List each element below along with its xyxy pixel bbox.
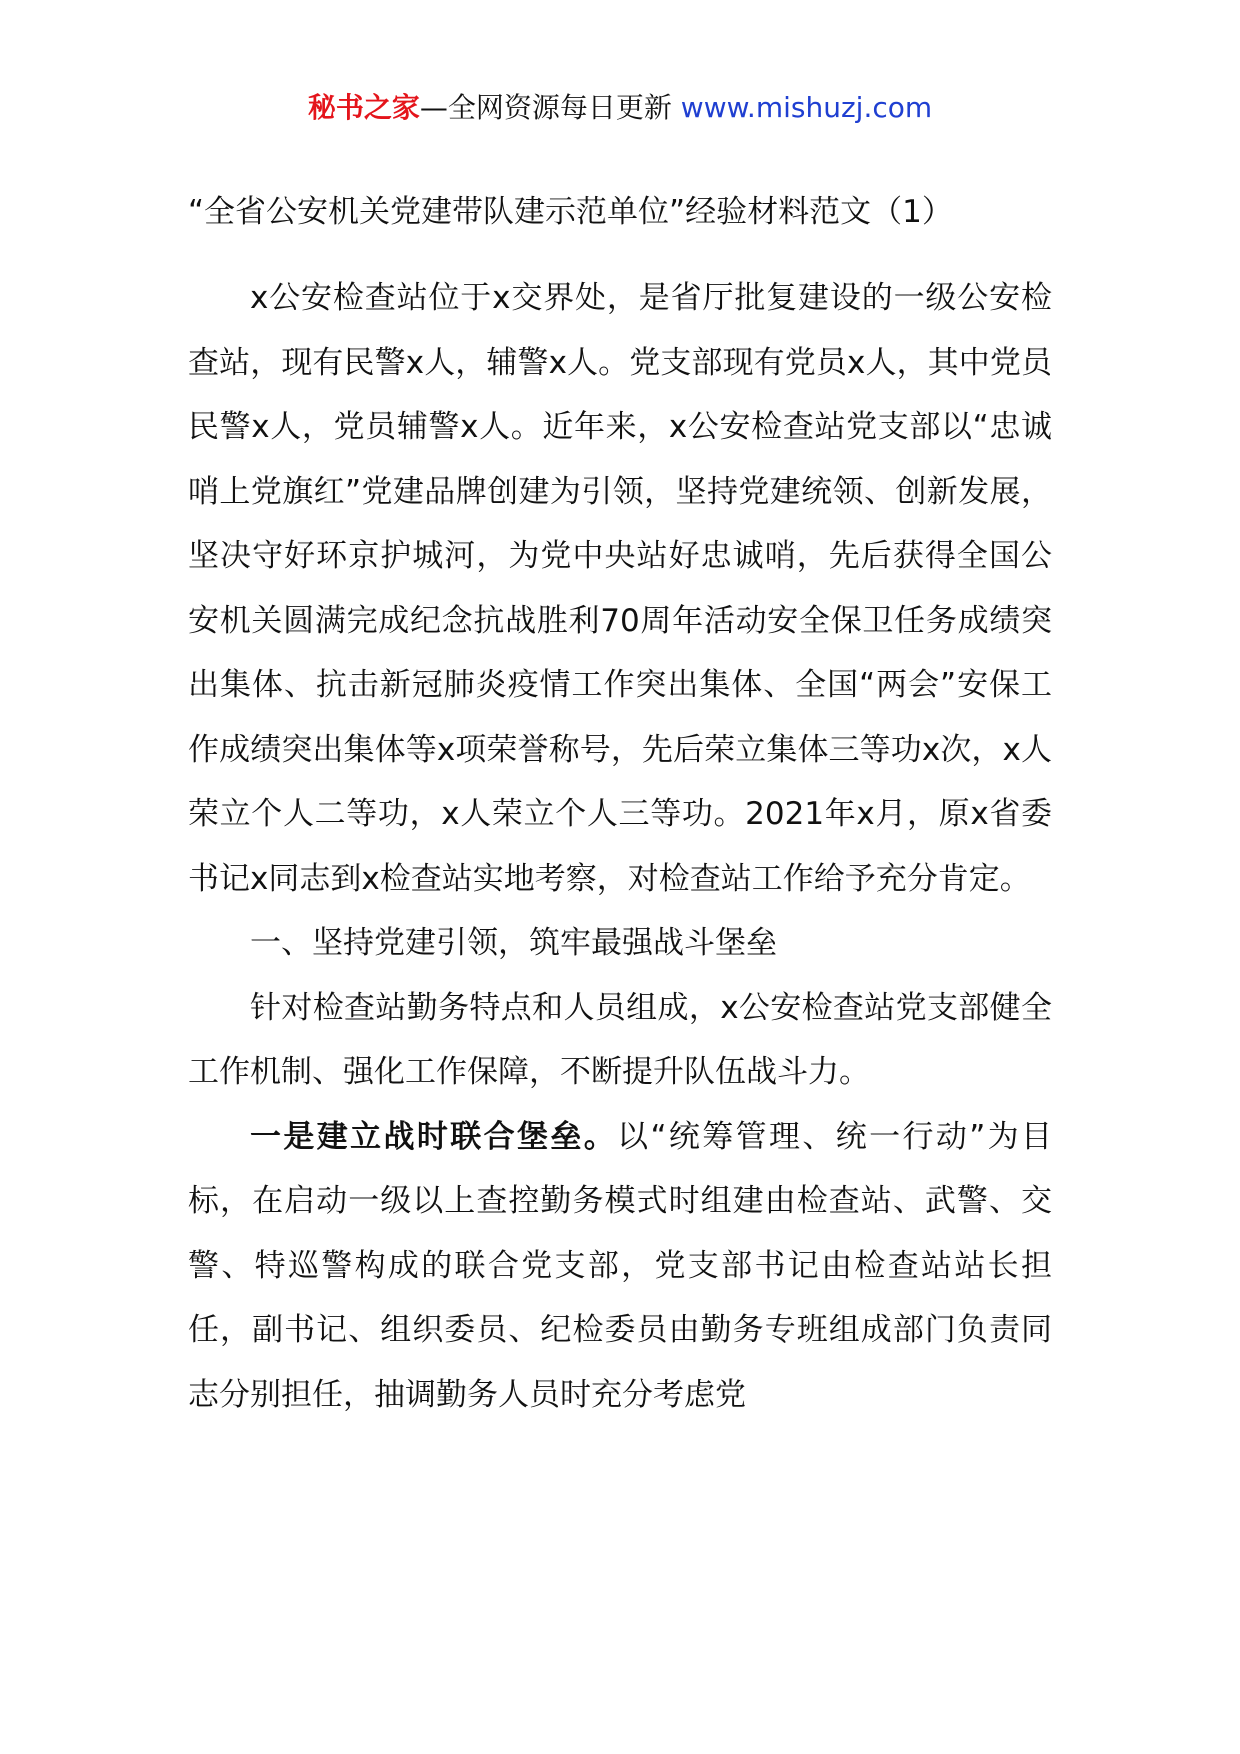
header-tagline: —全网资源每日更新	[419, 91, 672, 124]
section-heading: 一、坚持党建引领，筑牢最强战斗堡垒	[250, 925, 777, 961]
site-url-link[interactable]: www.mishuzj.com	[680, 91, 933, 124]
section-intro-paragraph: 针对检查站勤务特点和人员组成，x公安检查站党支部健全工作机制、强化工作保障，不断提升队伍战斗力。	[188, 989, 1052, 1090]
point-one-lead: 一是建立战时联合堡垒。	[250, 1118, 618, 1155]
point-one-text: 以“统筹管理、统一行动”为目标，在启动一级以上查控勤务模式时组建由检查站、武警、交警、特巡警构成的联合党支部，党支部书记由检查站站长担任，副书记、组织委员、纪检委员由勤务专班组成部门负责同志分别担任，抽调勤务人员时充分考虑党	[188, 1118, 1053, 1413]
document-body	[188, 266, 1052, 1427]
brand-name: 秘书之家	[307, 91, 420, 124]
document-title: “全省公安机关党建带队建示范单位”经验材料范文（1）	[188, 194, 953, 230]
site-header	[0, 88, 1240, 128]
point-one-paragraph	[188, 1105, 1052, 1428]
intro-paragraph: x公安检查站位于x交界处，是省厅批复建设的一级公安检查站，现有民警x人，辅警x人。党支部现有党员x人，其中党员民警x人，党员辅警x人。近年来，x公安检查站党支部以“忠诚哨上党旗红”党建品牌创建为引领，坚持党建统领、创新发展，坚决守好环京护城河，为党中央站好忠诚哨，先后获得全国公安机关圆满完成纪念抗战胜利70周年活动安全保卫任务成绩突出集体、抗击新冠肺炎疫情工作突出集体、全国“两会”安保工作成绩突出集体等x项荣誉称号，先后荣立集体三等功x次，x人荣立个人二等功，x人荣立个人三等功。2021年x月，原x省委书记x同志到x检查站实地考察，对检查站工作给予充分肯定。	[188, 280, 1052, 897]
